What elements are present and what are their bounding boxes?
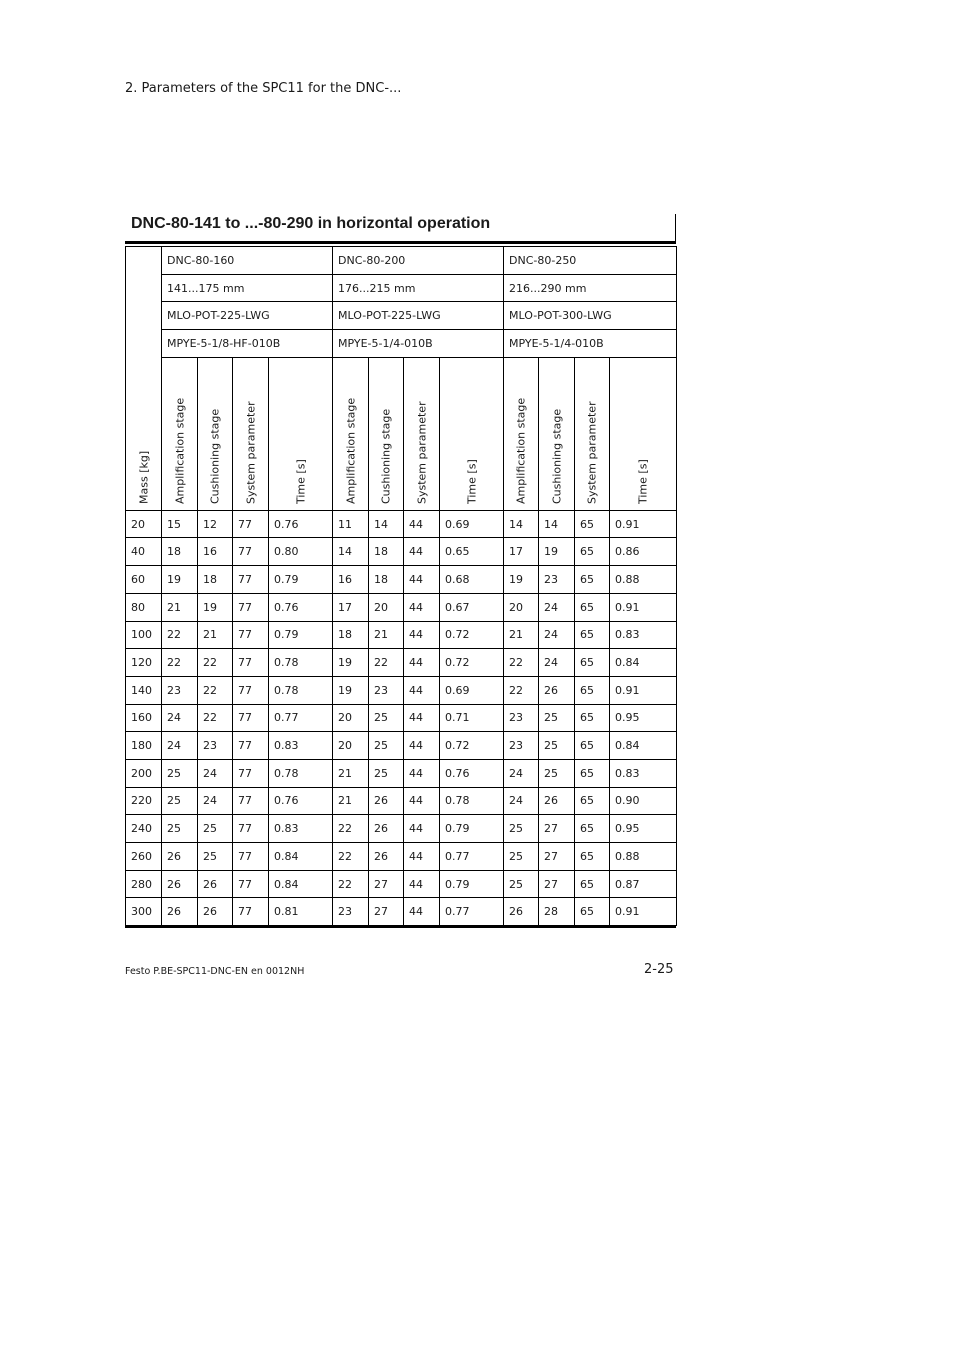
mass-cell: 80 xyxy=(126,593,162,621)
table-row xyxy=(126,787,677,815)
subheader-cell xyxy=(198,357,233,510)
value-cell: 65 xyxy=(575,732,610,760)
value-cell: 25 xyxy=(369,704,404,732)
value-cell: 65 xyxy=(575,510,610,538)
value-cell: 27 xyxy=(539,843,575,871)
value-cell: 19 xyxy=(162,566,198,594)
value-cell: 25 xyxy=(162,759,198,787)
group-model: DNC-80-160 xyxy=(162,247,333,275)
value-cell: 25 xyxy=(504,815,539,843)
value-cell: 25 xyxy=(162,787,198,815)
value-cell: 14 xyxy=(504,510,539,538)
value-cell: 17 xyxy=(504,538,539,566)
value-cell: 27 xyxy=(539,870,575,898)
value-cell: 21 xyxy=(198,621,233,649)
group-valve: MPYE-5-1/4-010B xyxy=(333,330,504,358)
mass-cell: 180 xyxy=(126,732,162,760)
value-cell: 0.78 xyxy=(440,787,504,815)
value-cell: 44 xyxy=(404,759,440,787)
group-pot: MLO-POT-225-LWG xyxy=(162,302,333,330)
value-cell: 77 xyxy=(233,676,269,704)
value-cell: 65 xyxy=(575,621,610,649)
value-cell: 0.84 xyxy=(610,732,677,760)
value-cell: 25 xyxy=(504,870,539,898)
table-row xyxy=(126,676,677,704)
value-cell: 65 xyxy=(575,898,610,926)
value-cell: 65 xyxy=(575,566,610,594)
value-cell: 22 xyxy=(333,870,369,898)
subheader-cell xyxy=(575,357,610,510)
mass-cell: 60 xyxy=(126,566,162,594)
value-cell: 44 xyxy=(404,843,440,871)
subheader-label: Amplification stage xyxy=(514,397,528,504)
value-cell: 0.68 xyxy=(440,566,504,594)
table-bottom-rule xyxy=(125,925,676,928)
value-cell: 0.77 xyxy=(269,704,333,732)
pot-row xyxy=(126,302,677,330)
valve-row xyxy=(126,330,677,358)
table-row xyxy=(126,621,677,649)
value-cell: 23 xyxy=(333,898,369,926)
value-cell: 77 xyxy=(233,593,269,621)
subheader-label: Time [s] xyxy=(636,459,650,504)
value-cell: 22 xyxy=(162,649,198,677)
value-cell: 65 xyxy=(575,843,610,871)
table-row xyxy=(126,870,677,898)
value-cell: 0.86 xyxy=(610,538,677,566)
value-cell: 0.88 xyxy=(610,566,677,594)
value-cell: 26 xyxy=(504,898,539,926)
subheader-label: Cushioning stage xyxy=(550,408,563,504)
value-cell: 0.91 xyxy=(610,593,677,621)
mass-cell: 280 xyxy=(126,870,162,898)
value-cell: 16 xyxy=(198,538,233,566)
value-cell: 25 xyxy=(198,815,233,843)
value-cell: 26 xyxy=(369,843,404,871)
table-row xyxy=(126,843,677,871)
value-cell: 22 xyxy=(198,704,233,732)
subheader-cell xyxy=(610,357,677,510)
value-cell: 0.90 xyxy=(610,787,677,815)
subheader-label: Amplification stage xyxy=(173,397,186,504)
subheader-cell xyxy=(269,357,333,510)
value-cell: 44 xyxy=(404,649,440,677)
value-cell: 0.69 xyxy=(440,510,504,538)
value-cell: 44 xyxy=(404,621,440,649)
value-cell: 77 xyxy=(233,787,269,815)
subheader-label: System parameter xyxy=(415,401,428,504)
value-cell: 14 xyxy=(333,538,369,566)
value-cell: 18 xyxy=(162,538,198,566)
value-cell: 0.91 xyxy=(610,510,677,538)
value-cell: 44 xyxy=(404,676,440,704)
value-cell: 44 xyxy=(404,787,440,815)
value-cell: 77 xyxy=(233,815,269,843)
value-cell: 24 xyxy=(539,593,575,621)
value-cell: 77 xyxy=(233,704,269,732)
value-cell: 65 xyxy=(575,815,610,843)
value-cell: 77 xyxy=(233,843,269,871)
table-row xyxy=(126,566,677,594)
value-cell: 21 xyxy=(333,759,369,787)
value-cell: 19 xyxy=(539,538,575,566)
group-range: 176...215 mm xyxy=(333,274,504,302)
value-cell: 77 xyxy=(233,538,269,566)
value-cell: 21 xyxy=(504,621,539,649)
value-cell: 0.65 xyxy=(440,538,504,566)
value-cell: 0.83 xyxy=(610,759,677,787)
table-row xyxy=(126,704,677,732)
value-cell: 25 xyxy=(162,815,198,843)
table-title: DNC-80-141 to ...-80-290 in horizontal operation xyxy=(131,215,491,232)
value-cell: 0.78 xyxy=(269,676,333,704)
mass-cell: 300 xyxy=(126,898,162,926)
value-cell: 20 xyxy=(504,593,539,621)
value-cell: 23 xyxy=(369,676,404,704)
value-cell: 65 xyxy=(575,759,610,787)
value-cell: 0.91 xyxy=(610,676,677,704)
group-range: 141...175 mm xyxy=(162,274,333,302)
value-cell: 44 xyxy=(404,510,440,538)
mass-cell: 140 xyxy=(126,676,162,704)
value-cell: 65 xyxy=(575,704,610,732)
value-cell: 28 xyxy=(539,898,575,926)
mass-cell: 220 xyxy=(126,787,162,815)
value-cell: 0.76 xyxy=(440,759,504,787)
group-valve: MPYE-5-1/4-010B xyxy=(504,330,677,358)
value-cell: 21 xyxy=(162,593,198,621)
model-row xyxy=(126,247,677,275)
value-cell: 23 xyxy=(504,704,539,732)
subheader-label: Time [s] xyxy=(294,459,307,504)
value-cell: 0.77 xyxy=(440,843,504,871)
value-cell: 77 xyxy=(233,649,269,677)
table-row xyxy=(126,815,677,843)
mass-header: Mass [kg] xyxy=(137,450,150,504)
value-cell: 0.76 xyxy=(269,510,333,538)
value-cell: 0.71 xyxy=(440,704,504,732)
value-cell: 24 xyxy=(162,732,198,760)
subheader-cell xyxy=(440,357,504,510)
value-cell: 20 xyxy=(333,732,369,760)
value-cell: 18 xyxy=(369,538,404,566)
value-cell: 0.95 xyxy=(610,815,677,843)
value-cell: 20 xyxy=(369,593,404,621)
group-valve: MPYE-5-1/8-HF-010B xyxy=(162,330,333,358)
group-model: DNC-80-200 xyxy=(333,247,504,275)
value-cell: 22 xyxy=(369,649,404,677)
value-cell: 12 xyxy=(198,510,233,538)
value-cell: 18 xyxy=(198,566,233,594)
subheader-cell xyxy=(369,357,404,510)
value-cell: 65 xyxy=(575,676,610,704)
page-header: 2. Parameters of the SPC11 for the DNC-... xyxy=(125,81,402,96)
value-cell: 0.69 xyxy=(440,676,504,704)
value-cell: 16 xyxy=(333,566,369,594)
value-cell: 0.79 xyxy=(269,621,333,649)
value-cell: 18 xyxy=(369,566,404,594)
value-cell: 65 xyxy=(575,870,610,898)
title-rule xyxy=(125,241,676,244)
subheader-label: Time [s] xyxy=(465,459,478,504)
subheader-label: System parameter xyxy=(585,401,599,504)
mass-cell: 40 xyxy=(126,538,162,566)
subheader-label: Cushioning stage xyxy=(379,408,393,504)
value-cell: 27 xyxy=(369,898,404,926)
mass-cell: 260 xyxy=(126,843,162,871)
value-cell: 44 xyxy=(404,566,440,594)
value-cell: 0.84 xyxy=(610,649,677,677)
value-cell: 26 xyxy=(539,676,575,704)
value-cell: 19 xyxy=(333,649,369,677)
value-cell: 25 xyxy=(539,759,575,787)
value-cell: 27 xyxy=(539,815,575,843)
value-cell: 44 xyxy=(404,593,440,621)
mass-cell: 200 xyxy=(126,759,162,787)
mass-cell: 20 xyxy=(126,510,162,538)
value-cell: 14 xyxy=(369,510,404,538)
table-row xyxy=(126,898,677,926)
value-cell: 44 xyxy=(404,704,440,732)
value-cell: 25 xyxy=(539,732,575,760)
value-cell: 19 xyxy=(333,676,369,704)
value-cell: 0.83 xyxy=(269,732,333,760)
value-cell: 44 xyxy=(404,538,440,566)
value-cell: 24 xyxy=(162,704,198,732)
value-cell: 25 xyxy=(198,843,233,871)
value-cell: 21 xyxy=(333,787,369,815)
value-cell: 44 xyxy=(404,815,440,843)
value-cell: 0.80 xyxy=(269,538,333,566)
value-cell: 20 xyxy=(333,704,369,732)
group-pot: MLO-POT-225-LWG xyxy=(333,302,504,330)
value-cell: 22 xyxy=(198,649,233,677)
value-cell: 14 xyxy=(539,510,575,538)
group-model: DNC-80-250 xyxy=(504,247,677,275)
value-cell: 24 xyxy=(504,787,539,815)
value-cell: 26 xyxy=(198,870,233,898)
value-cell: 21 xyxy=(369,621,404,649)
page-number: 2-25 xyxy=(644,962,674,977)
value-cell: 0.91 xyxy=(610,898,677,926)
value-cell: 0.79 xyxy=(269,566,333,594)
table-row xyxy=(126,649,677,677)
group-pot: MLO-POT-300-LWG xyxy=(504,302,677,330)
value-cell: 77 xyxy=(233,510,269,538)
value-cell: 65 xyxy=(575,787,610,815)
value-cell: 22 xyxy=(333,815,369,843)
value-cell: 19 xyxy=(198,593,233,621)
value-cell: 26 xyxy=(369,815,404,843)
value-cell: 44 xyxy=(404,870,440,898)
value-cell: 0.72 xyxy=(440,621,504,649)
value-cell: 22 xyxy=(333,843,369,871)
value-cell: 0.77 xyxy=(440,898,504,926)
value-cell: 18 xyxy=(333,621,369,649)
subheader-cell xyxy=(504,357,539,510)
table-row xyxy=(126,593,677,621)
value-cell: 22 xyxy=(198,676,233,704)
value-cell: 0.76 xyxy=(269,593,333,621)
value-cell: 0.84 xyxy=(269,870,333,898)
value-cell: 65 xyxy=(575,649,610,677)
value-cell: 77 xyxy=(233,566,269,594)
value-cell: 44 xyxy=(404,898,440,926)
value-cell: 24 xyxy=(539,649,575,677)
mass-cell: 120 xyxy=(126,649,162,677)
mass-cell: 160 xyxy=(126,704,162,732)
value-cell: 0.95 xyxy=(610,704,677,732)
value-cell: 0.79 xyxy=(440,870,504,898)
value-cell: 65 xyxy=(575,593,610,621)
value-cell: 26 xyxy=(198,898,233,926)
table-row xyxy=(126,759,677,787)
mass-cell: 240 xyxy=(126,815,162,843)
value-cell: 25 xyxy=(539,704,575,732)
value-cell: 0.79 xyxy=(440,815,504,843)
value-cell: 25 xyxy=(504,843,539,871)
value-cell: 23 xyxy=(162,676,198,704)
table-row xyxy=(126,732,677,760)
value-cell: 26 xyxy=(369,787,404,815)
group-range: 216...290 mm xyxy=(504,274,677,302)
value-cell: 0.67 xyxy=(440,593,504,621)
value-cell: 19 xyxy=(504,566,539,594)
value-cell: 11 xyxy=(333,510,369,538)
value-cell: 25 xyxy=(369,759,404,787)
mass-header-cell xyxy=(126,247,162,511)
value-cell: 26 xyxy=(539,787,575,815)
table-row xyxy=(126,538,677,566)
value-cell: 0.78 xyxy=(269,759,333,787)
value-cell: 26 xyxy=(162,898,198,926)
value-cell: 23 xyxy=(539,566,575,594)
value-cell: 0.72 xyxy=(440,649,504,677)
value-cell: 0.83 xyxy=(610,621,677,649)
table-row xyxy=(126,510,677,538)
value-cell: 65 xyxy=(575,538,610,566)
mass-cell: 100 xyxy=(126,621,162,649)
value-cell: 24 xyxy=(198,759,233,787)
value-cell: 17 xyxy=(333,593,369,621)
value-cell: 0.88 xyxy=(610,843,677,871)
subheader-row xyxy=(126,357,677,510)
subheader-cell xyxy=(233,357,269,510)
value-cell: 24 xyxy=(539,621,575,649)
value-cell: 23 xyxy=(504,732,539,760)
value-cell: 22 xyxy=(504,649,539,677)
value-cell: 27 xyxy=(369,870,404,898)
value-cell: 26 xyxy=(162,870,198,898)
value-cell: 77 xyxy=(233,870,269,898)
value-cell: 44 xyxy=(404,732,440,760)
subheader-label: Cushioning stage xyxy=(208,408,222,504)
range-row xyxy=(126,274,677,302)
value-cell: 22 xyxy=(162,621,198,649)
value-cell: 23 xyxy=(198,732,233,760)
value-cell: 26 xyxy=(162,843,198,871)
subheader-label: System parameter xyxy=(244,401,257,504)
subheader-cell xyxy=(162,357,198,510)
value-cell: 77 xyxy=(233,898,269,926)
footer-doc-id: Festo P.BE-SPC11-DNC-EN en 0012NH xyxy=(125,966,305,977)
value-cell: 77 xyxy=(233,759,269,787)
subheader-cell xyxy=(404,357,440,510)
subheader-cell xyxy=(333,357,369,510)
subheader-label: Amplification stage xyxy=(344,397,357,504)
value-cell: 77 xyxy=(233,732,269,760)
value-cell: 0.81 xyxy=(269,898,333,926)
value-cell: 24 xyxy=(504,759,539,787)
value-cell: 0.76 xyxy=(269,787,333,815)
value-cell: 24 xyxy=(198,787,233,815)
value-cell: 0.78 xyxy=(269,649,333,677)
value-cell: 0.84 xyxy=(269,843,333,871)
value-cell: 25 xyxy=(369,732,404,760)
value-cell: 77 xyxy=(233,621,269,649)
value-cell: 15 xyxy=(162,510,198,538)
parameter-table xyxy=(125,246,677,926)
value-cell: 0.87 xyxy=(610,870,677,898)
value-cell: 0.83 xyxy=(269,815,333,843)
table-title-box xyxy=(125,214,676,243)
subheader-cell xyxy=(539,357,575,510)
value-cell: 0.72 xyxy=(440,732,504,760)
value-cell: 22 xyxy=(504,676,539,704)
